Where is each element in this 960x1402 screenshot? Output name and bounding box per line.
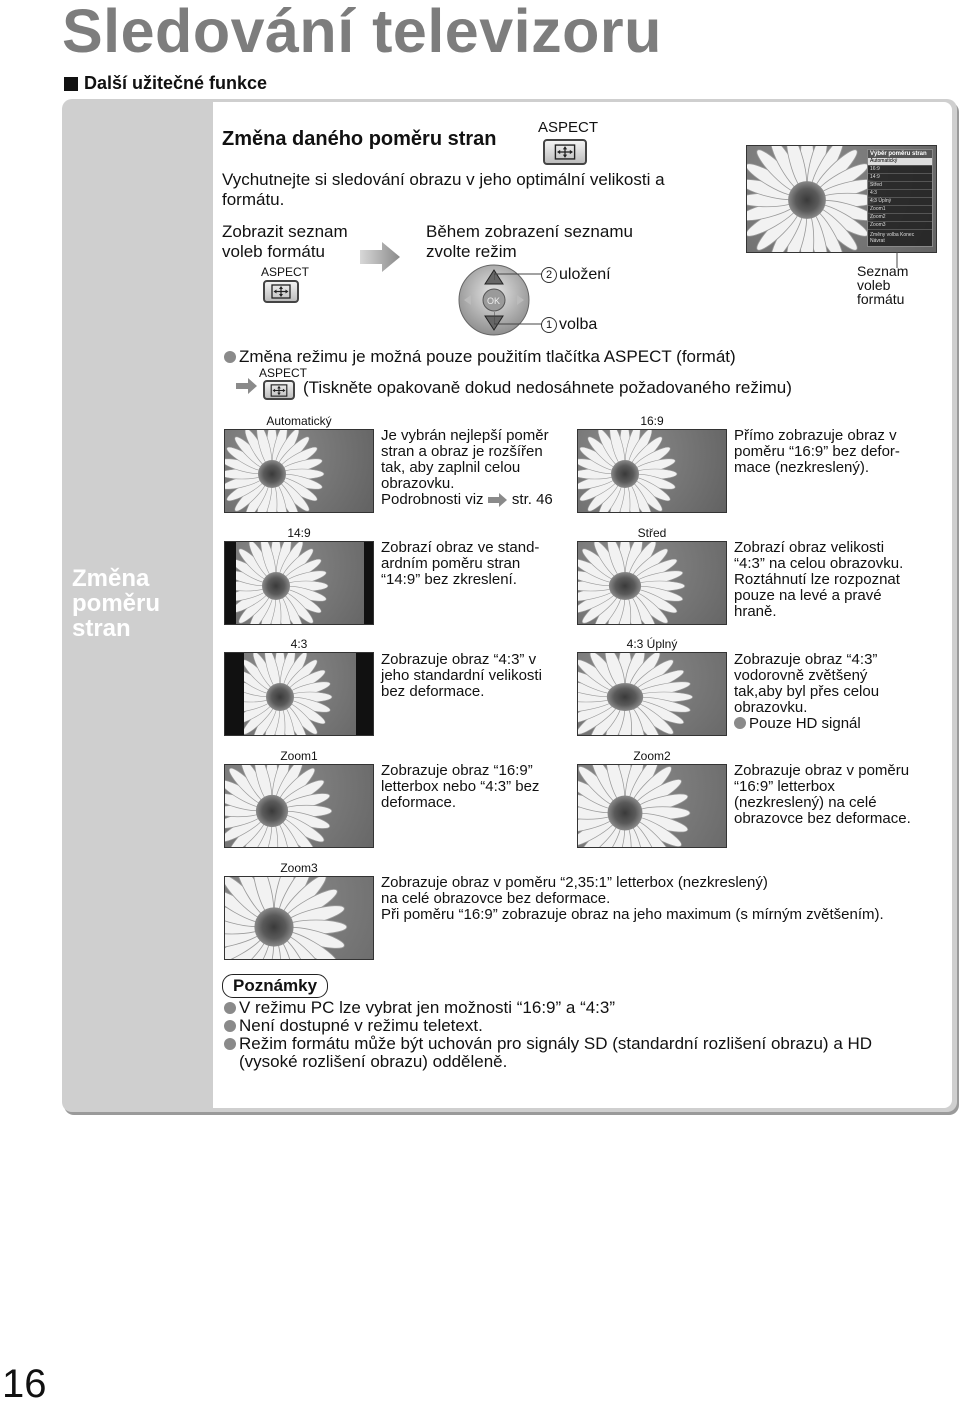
aspect-button-top — [543, 139, 587, 165]
mode-label: 4:3 Úplný — [626, 637, 678, 651]
notes-list — [224, 999, 924, 1071]
mode-desc-zoom1: Zobrazuje obraz “16:9” letterbox nebo “4:3” bez deformace. — [381, 762, 540, 811]
mode-thumb-zoom1 — [224, 764, 374, 848]
mode-thumb-14-9 — [224, 541, 374, 625]
note-item: V režimu PC lze vybrat jen možnosti “16:9” a “4:3” — [224, 999, 924, 1017]
bullet-icon — [224, 1038, 236, 1050]
aspect-label-top: ASPECT — [538, 119, 599, 136]
mode-label: 4:3 — [290, 637, 308, 651]
mode-thumb-4-3 — [224, 652, 374, 736]
aspect-note-label: ASPECT — [259, 366, 308, 380]
select-label: volba — [559, 316, 598, 333]
section-heading — [64, 73, 267, 94]
mode-label: Zoom2 — [633, 749, 671, 763]
block-heading: Změna daného poměru stran — [222, 128, 497, 150]
menu-preview-screen — [746, 145, 937, 253]
side-label: Změna poměru stran — [72, 565, 161, 642]
page-title: Sledování televizoru — [62, 0, 662, 65]
intro-text: Vychutnejte si sledování obrazu v jeho optimální velikosti a formátu. — [222, 170, 665, 209]
menu-item[interactable]: Zoom2 — [868, 214, 932, 222]
menu-item[interactable]: Automatický — [868, 158, 932, 166]
mode-desc-4-3-uplny: Zobrazuje obraz “4:3” vodorovně zvětšený tak,aby byl přes celou obrazovku. Pouze HD signál — [734, 651, 880, 732]
step2-text: Během zobrazení seznamu zvolte režim — [426, 222, 633, 261]
mode-label: Automatický — [266, 414, 332, 428]
menu-item[interactable]: Zoom1 — [868, 206, 932, 214]
aspect-icon — [270, 384, 288, 397]
step1-aspect-label: ASPECT — [261, 265, 310, 279]
mode-desc-zoom3: Zobrazuje obraz v poměru “2,35:1” letterbox (nezkreslený) na celé obrazovce bez deformace. Při poměru “16:9” zobrazuje obraz na jeho maximum (s mírným zvětšením). — [381, 874, 884, 923]
mode-label: Zoom3 — [280, 861, 318, 875]
menu-title: Výběr poměru stran — [868, 150, 932, 158]
press-text: (Tiskněte opakovaně dokud nedosáhnete požadovaného režimu) — [303, 378, 792, 397]
menu-item[interactable]: 4:3 Úplný — [868, 198, 932, 206]
aspect-menu — [867, 149, 933, 247]
menu-item[interactable]: 4:3 — [868, 190, 932, 198]
step1-aspect-button — [263, 280, 299, 303]
page-reference: Podrobnosti viz str. 46 — [381, 491, 553, 508]
aspect-note: Změna režimu je možná pouze použitím tlačítka ASPECT (formát) — [224, 347, 736, 367]
step-arrow-icon — [360, 240, 402, 274]
mode-thumb-automaticky — [224, 429, 374, 513]
num-circle-2: 2 — [541, 267, 557, 283]
hand-arrow-icon — [236, 378, 258, 394]
mode-desc-16-9: Přímo zobrazuje obraz v poměru “16:9” bez defor- mace (nezkreslený). — [734, 427, 900, 476]
mode-label: Zoom1 — [280, 749, 318, 763]
square-bullet-icon — [64, 77, 78, 91]
menu-item[interactable]: 14:9 — [868, 174, 932, 182]
mode-desc-14-9: Zobrazí obraz ve stand- ardním poměru stran “14:9” bez zkreslení. — [381, 539, 540, 588]
menu-caption: Seznam voleb formátu — [857, 263, 909, 307]
page-number: 16 — [2, 1362, 47, 1402]
note-item-continued: (vysoké rozlišení obrazu) odděleně. — [239, 1052, 508, 1071]
leader-lines — [494, 252, 544, 332]
mode-thumb-zoom3 — [224, 876, 374, 960]
num-circle-1: 1 — [541, 317, 557, 333]
mode-thumb-stred — [577, 541, 727, 625]
save-label: uložení — [559, 266, 611, 283]
menu-footer: Změny volba Konec Návrat — [870, 232, 915, 244]
aspect-icon — [554, 144, 576, 160]
aspect-note-button — [263, 380, 295, 400]
bullet-icon — [224, 1020, 236, 1032]
ok-label: OK — [487, 296, 501, 306]
note-item: Není dostupné v režimu teletext. — [224, 1017, 924, 1035]
menu-item[interactable]: Střed — [868, 182, 932, 190]
ref-arrow-icon — [488, 493, 508, 507]
mode-label: 14:9 — [287, 526, 311, 540]
bullet-icon — [224, 351, 236, 363]
mode-desc-stred: Zobrazí obraz velikosti “4:3” na celou obrazovku. Roztáhnutí lze rozpoznat pouze na levé a pravé hraně. — [734, 539, 904, 620]
menu-item[interactable]: 16:9 — [868, 166, 932, 174]
bullet-icon — [734, 717, 746, 729]
note-item: Režim formátu může být uchován pro signály SD (standardní rozlišení obrazu) a HD — [224, 1035, 924, 1053]
hd-note: Pouze HD signál — [734, 716, 879, 732]
mode-label: Střed — [637, 526, 667, 540]
mode-desc-automaticky: Je vybrán nejlepší poměr stran a obraz je rozšířen tak, aby zaplnil celou obrazovku. Podrobnosti viz str. 46 — [381, 427, 553, 508]
mode-thumb-4-3-uplny — [577, 652, 727, 736]
menu-item[interactable]: Zoom3 — [868, 222, 932, 230]
section-heading-text: Další užitečné funkce — [84, 73, 268, 93]
bullet-icon — [224, 1002, 236, 1014]
mode-label: 16:9 — [640, 414, 664, 428]
mode-desc-4-3: Zobrazuje obraz “4:3” v jeho standardní velikosti bez deformace. — [381, 651, 542, 700]
step1-text: Zobrazit seznam voleb formátu — [222, 222, 348, 261]
mode-thumb-16-9 — [577, 429, 727, 513]
notes-heading: Poznámky — [222, 974, 328, 998]
mode-thumb-zoom2 — [577, 764, 727, 848]
aspect-icon — [271, 284, 291, 299]
mode-desc-zoom2: Zobrazuje obraz v poměru “16:9” letterbox (nezkreslený) na celé obrazovce bez deformace. — [734, 762, 911, 827]
